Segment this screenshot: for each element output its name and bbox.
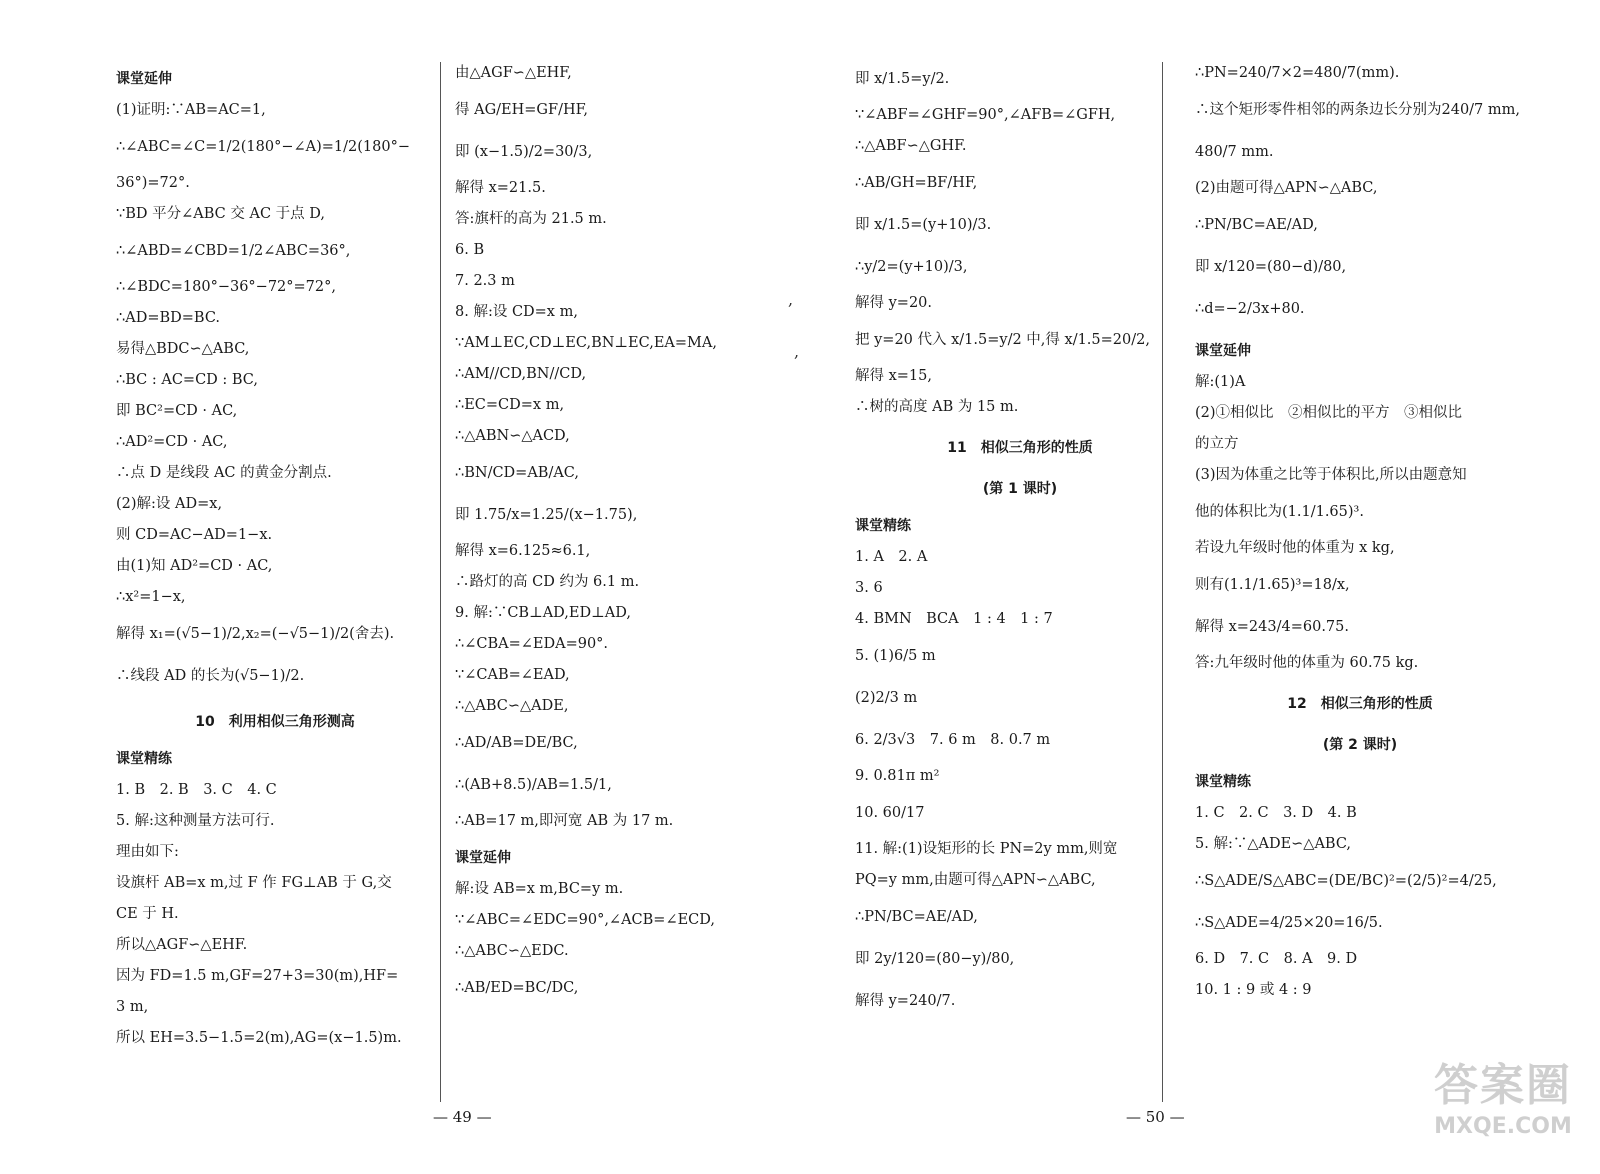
text-line: ∴d=−2/3x+80. xyxy=(1195,301,1305,317)
text-line: ∴EC=CD=x m, xyxy=(455,397,565,413)
section-title: 12 相似三角形的性质 xyxy=(1287,696,1433,712)
text-line: ∴△ABN∽△ACD, xyxy=(455,428,570,444)
right-page-column-1 xyxy=(855,58,1185,1022)
text-line: 即 2y/120=(80−y)/80, xyxy=(855,951,1015,967)
text-line: ∴AD²=CD · AC, xyxy=(116,434,228,450)
text-line: 6. 2/3√3 7. 6 m 8. 0.7 m xyxy=(855,732,1051,748)
text-line: 5. (1)6/5 m xyxy=(855,648,936,664)
text-line: 9. 解:∵CB⊥AD,ED⊥AD, xyxy=(455,605,631,621)
text-line: ∴x²=1−x, xyxy=(116,589,186,605)
text-line: 即 BC²=CD · AC, xyxy=(116,403,238,419)
text-line: ∴△ABF∽△GHF. xyxy=(855,138,967,154)
text-line: 6. D 7. C 8. A 9. D xyxy=(1195,951,1358,967)
text-line: ∴△ABC∽△EDC. xyxy=(455,943,569,959)
text-line: 解得 x₁=(√5−1)/2,x₂=(−√5−1)/2(舍去). xyxy=(116,626,395,642)
text-line: 10. 1 : 9 或 4 : 9 xyxy=(1195,982,1312,998)
text-line: ∴AB/GH=BF/HF, xyxy=(855,175,978,191)
text-line: ∵∠ABC=∠EDC=90°,∠ACB=∠ECD, xyxy=(455,912,715,928)
text-line: ∵AM⊥EC,CD⊥EC,BN⊥EC,EA=MA, xyxy=(455,335,717,351)
column-divider xyxy=(1162,62,1163,1102)
text-line: 480/7 mm. xyxy=(1195,144,1274,160)
text-line: 解得 x=21.5. xyxy=(455,180,546,196)
text-line: 若设九年级时他的体重为 x kg, xyxy=(1195,540,1395,556)
text-line: 解得 y=20. xyxy=(855,295,933,311)
text-line: 10. 60/17 xyxy=(855,805,925,821)
text-line: 由△AGF∽△EHF, xyxy=(455,65,572,81)
text-line: ∴树的高度 AB 为 15 m. xyxy=(855,399,1019,415)
text-line: 即 x/1.5=y/2. xyxy=(855,71,950,87)
text-line: 易得△BDC∽△ABC, xyxy=(116,341,250,357)
text-line: 则有(1.1/1.65)³=18/x, xyxy=(1195,577,1350,593)
text-line: ∴PN/BC=AE/AD, xyxy=(1195,217,1318,233)
section-title: (第 1 课时) xyxy=(982,481,1058,497)
text-line: 答:旗杆的高为 21.5 m. xyxy=(455,211,607,227)
text-line: (3)因为体重之比等于体积比,所以由题意知 xyxy=(1195,467,1467,483)
text-line: CE 于 H. xyxy=(116,906,179,922)
text-line: (2)①相似比 ②相似比的平方 ③相似比 xyxy=(1195,405,1463,421)
text-line: 解:(1)A xyxy=(1195,374,1246,390)
text-line: 解得 x=6.125≈6.1, xyxy=(455,543,591,559)
left-page-column-1 xyxy=(116,58,434,1054)
text-line: ∴点 D 是线段 AC 的黄金分割点. xyxy=(116,465,332,481)
text-line: ∵∠ABF=∠GHF=90°,∠AFB=∠GFH, xyxy=(855,107,1116,123)
text-line: PQ=y mm,由题可得△APN∽△ABC, xyxy=(855,872,1096,888)
text-line: 36°)=72°. xyxy=(116,175,190,191)
text-line: 1. C 2. C 3. D 4. B xyxy=(1195,805,1357,821)
text-line: 9. 0.81π m² xyxy=(855,768,940,784)
watermark-logo xyxy=(1428,1060,1578,1160)
text-line: ∴AB=17 m,即河宽 AB 为 17 m. xyxy=(455,813,674,829)
text-line: 他的体积比为(1.1/1.65)³. xyxy=(1195,504,1364,520)
watermark-site: MXQE.COM xyxy=(1434,1114,1572,1139)
text-line: 则 CD=AC−AD=1−x. xyxy=(116,527,273,543)
text-line: ∴BN/CD=AB/AC, xyxy=(455,465,579,481)
text-line: (2)解:设 AD=x, xyxy=(116,496,223,512)
text-line: 6. B xyxy=(455,242,485,258)
text-line: 即 x/120=(80−d)/80, xyxy=(1195,259,1347,275)
text-line: 由(1)知 AD²=CD · AC, xyxy=(116,558,273,574)
text-line: ∴S△ADE=4/25×20=16/5. xyxy=(1195,915,1383,931)
text-line: ∴AB/ED=BC/DC, xyxy=(455,980,579,996)
text-line: 3 m, xyxy=(116,999,149,1015)
text-line: ∴△ABC∽△ADE, xyxy=(455,698,569,714)
text-line: ∴PN/BC=AE/AD, xyxy=(855,909,978,925)
section-label: 课堂延伸 xyxy=(1195,343,1251,359)
text-line: ∴y/2=(y+10)/3, xyxy=(855,259,968,275)
text-line: 得 AG/EH=GF/HF, xyxy=(455,102,589,118)
text-line: ∴BC : AC=CD : BC, xyxy=(116,372,258,388)
stray-mark: , xyxy=(794,342,800,361)
text-line: ∴(AB+8.5)/AB=1.5/1, xyxy=(455,777,612,793)
text-line: ∴PN=240/7×2=480/7(mm). xyxy=(1195,65,1400,81)
text-line: ∴∠ABC=∠C=1/2(180°−∠A)=1/2(180°− xyxy=(116,139,410,155)
section-label: 课堂精练 xyxy=(855,518,911,534)
text-line: (2)2/3 m xyxy=(855,690,918,706)
section-label: 课堂延伸 xyxy=(455,850,511,866)
text-line: ∵BD 平分∠ABC 交 AC 于点 D, xyxy=(116,206,325,222)
text-line: 4. BMN BCA 1 : 4 1 : 7 xyxy=(855,611,1053,627)
text-line: 理由如下: xyxy=(116,844,179,860)
text-line: ∴∠ABD=∠CBD=1/2∠ABC=36°, xyxy=(116,243,351,259)
text-line: 所以 EH=3.5−1.5=2(m),AG=(x−1.5)m. xyxy=(116,1030,402,1046)
text-line: 设旗杆 AB=x m,过 F 作 FG⊥AB 于 G,交 xyxy=(116,875,392,891)
text-line: 所以△AGF∽△EHF. xyxy=(116,937,248,953)
text-line: 5. 解:这种测量方法可行. xyxy=(116,813,275,829)
section-label: 课堂精练 xyxy=(116,751,172,767)
right-page-column-2 xyxy=(1195,58,1525,1006)
section-title: 11 相似三角形的性质 xyxy=(947,440,1093,456)
text-line: (2)由题可得△APN∽△ABC, xyxy=(1195,180,1378,196)
text-line: 因为 FD=1.5 m,GF=27+3=30(m),HF= xyxy=(116,968,399,984)
text-line: ∴这个矩形零件相邻的两条边长分别为240/7 mm, xyxy=(1195,102,1521,118)
text-line: 的立方 xyxy=(1195,436,1239,452)
text-line: ∴路灯的高 CD 约为 6.1 m. xyxy=(455,574,640,590)
text-line: 解得 y=240/7. xyxy=(855,993,956,1009)
text-line: ∴AM//CD,BN//CD, xyxy=(455,366,587,382)
text-line: 1. A 2. A xyxy=(855,549,928,565)
text-line: ∴线段 AD 的长为(√5−1)/2. xyxy=(116,668,305,684)
left-page-column-2 xyxy=(455,58,785,1009)
text-line: ∴∠BDC=180°−36°−72°=72°, xyxy=(116,279,336,295)
text-line: 1. B 2. B 3. C 4. C xyxy=(116,782,277,798)
column-divider xyxy=(440,62,441,1102)
text-line: ∴AD=BD=BC. xyxy=(116,310,221,326)
text-line: 解得 x=15, xyxy=(855,368,932,384)
text-line: ∴S△ADE/S△ABC=(DE/BC)²=(2/5)²=4/25, xyxy=(1195,873,1497,889)
text-line: 解:设 AB=x m,BC=y m. xyxy=(455,881,624,897)
text-line: 7. 2.3 m xyxy=(455,273,515,289)
text-line: ∵∠CAB=∠EAD, xyxy=(455,667,570,683)
text-line: 即 (x−1.5)/2=30/3, xyxy=(455,144,593,160)
page-number-right: — 50 — xyxy=(1126,1108,1185,1126)
text-line: ∴∠CBA=∠EDA=90°. xyxy=(455,636,609,652)
section-label: 课堂延伸 xyxy=(116,71,172,87)
text-line: 即 1.75/x=1.25/(x−1.75), xyxy=(455,507,638,523)
text-line: 把 y=20 代入 x/1.5=y/2 中,得 x/1.5=20/2, xyxy=(855,332,1150,348)
text-line: ∴AD/AB=DE/BC, xyxy=(455,735,578,751)
text-line: 11. 解:(1)设矩形的长 PN=2y mm,则宽 xyxy=(855,841,1118,857)
text-line: (1)证明:∵AB=AC=1, xyxy=(116,102,266,118)
stray-mark: , xyxy=(788,290,794,309)
section-title: 10 利用相似三角形测高 xyxy=(195,714,355,730)
section-label: 课堂精练 xyxy=(1195,774,1251,790)
text-line: 8. 解:设 CD=x m, xyxy=(455,304,578,320)
page-number-left: — 49 — xyxy=(433,1108,492,1126)
text-line: 5. 解:∵△ADE∽△ABC, xyxy=(1195,836,1352,852)
text-line: 答:九年级时他的体重为 60.75 kg. xyxy=(1195,655,1419,671)
text-line: 即 x/1.5=(y+10)/3. xyxy=(855,217,992,233)
section-title: (第 2 课时) xyxy=(1322,737,1398,753)
watermark-text: 答案圈 xyxy=(1434,1060,1572,1111)
text-line: 解得 x=243/4=60.75. xyxy=(1195,619,1349,635)
text-line: 3. 6 xyxy=(855,580,883,596)
